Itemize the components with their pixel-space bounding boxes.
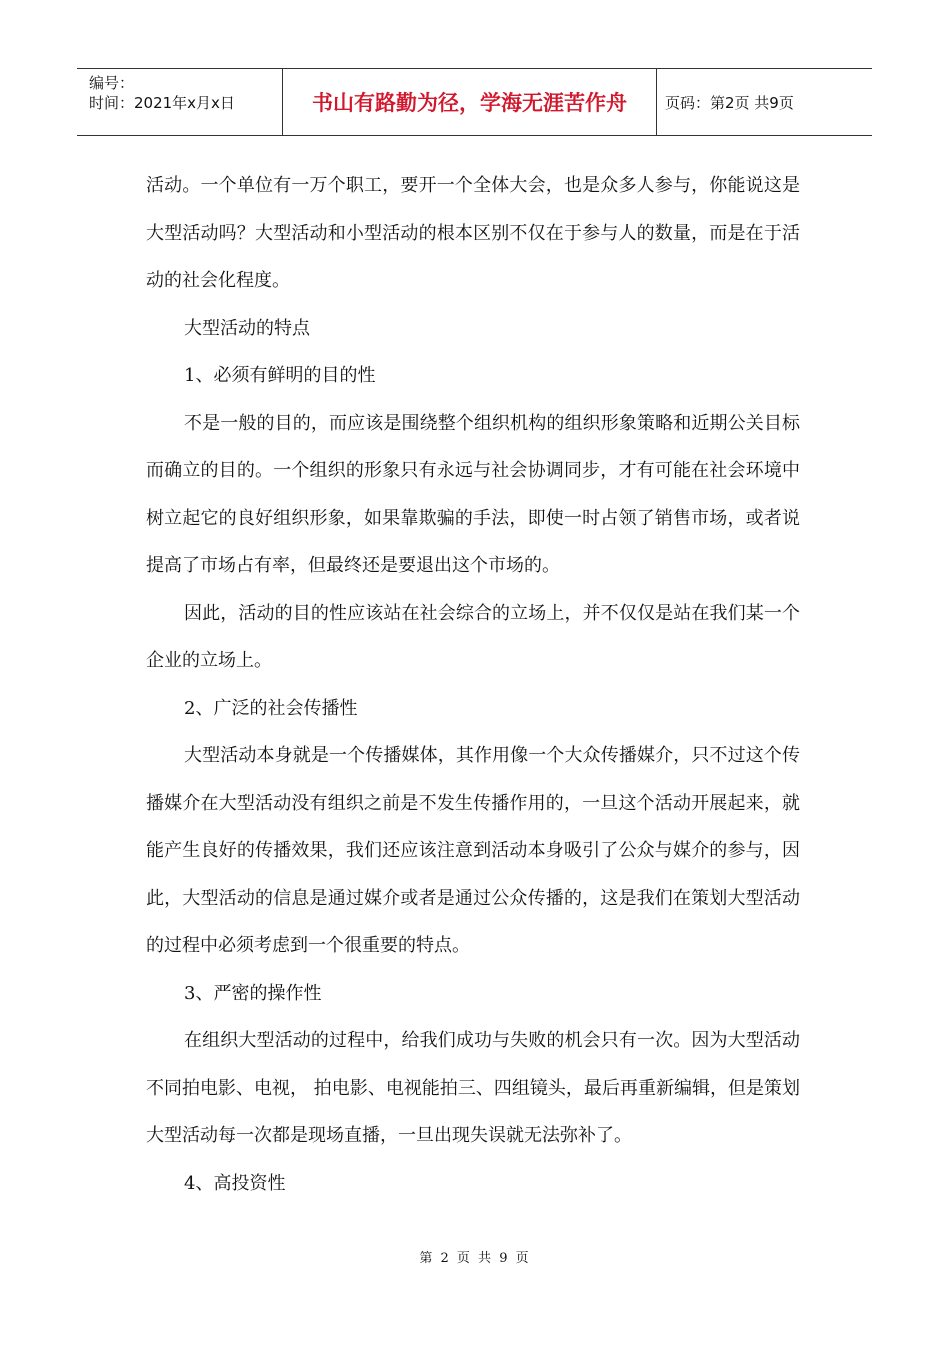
header-motto-cell <box>282 69 657 135</box>
paragraph: 活动。一个单位有一万个职工，要开一个全体大会，也是众多人参与，你能说这是大型活动吗？大型活动和小型活动的根本区别不仅在于参与人的数量，而是在于活动的社会化程度。 <box>146 175 800 291</box>
document-date: 时间：2021年x月x日 <box>89 94 235 112</box>
subsection-heading: 2、广泛的社会传播性 <box>184 697 358 719</box>
paragraph: 大型活动本身就是一个传播媒体，其作用像一个大众传播媒介，只不过这个传播媒介在大型活动没有组织之前是不发生传播作用的，一旦这个活动开展起来，就能产生良好的传播效果，我们还应该注意到活动本身吸引了公众与媒介的参与，因此，大型活动的信息是通过媒介或者是通过公众传播的，这是我们在策划大型活动的过程中必须考虑到一个很重要的特点。 <box>146 745 800 956</box>
subsection-heading: 4、高投资性 <box>184 1172 286 1194</box>
subsection-heading: 3、严密的操作性 <box>184 982 322 1004</box>
paragraph: 因此，活动的目的性应该站在社会综合的立场上，并不仅仅是站在我们某一个企业的立场上。 <box>146 602 800 671</box>
section-heading: 大型活动的特点 <box>184 317 310 339</box>
document-body <box>146 162 800 1207</box>
header-page-info: 页码：第2页 共9页 <box>665 93 794 112</box>
page-header <box>77 68 872 136</box>
header-motto: 书山有路勤为径，学海无涯苦作舟 <box>312 91 627 115</box>
subsection-heading: 1、必须有鲜明的目的性 <box>184 365 376 386</box>
header-meta <box>77 69 282 135</box>
paragraph: 在组织大型活动的过程中，给我们成功与失败的机会只有一次。因为大型活动不同拍电影、电视， 拍电影、电视能拍三、四组镜头，最后再重新编辑，但是策划大型活动每一次都是现场直播，一旦出现失误就无法弥补了。 <box>146 1030 800 1146</box>
paragraph: 不是一般的目的，而应该是围绕整个组织机构的组织形象策略和近期公关目标而确立的目的。一个组织的形象只有永远与社会协调同步，才有可能在社会环境中树立起它的良好组织形象，如果靠欺骗的手法，即使一时占领了销售市场，或者说提高了市场占有率，但最终还是要退出这个市场的。 <box>146 412 800 576</box>
page-footer: 第 2 页 共 9 页 <box>419 1251 531 1266</box>
document-number-label: 编号： <box>89 74 135 92</box>
